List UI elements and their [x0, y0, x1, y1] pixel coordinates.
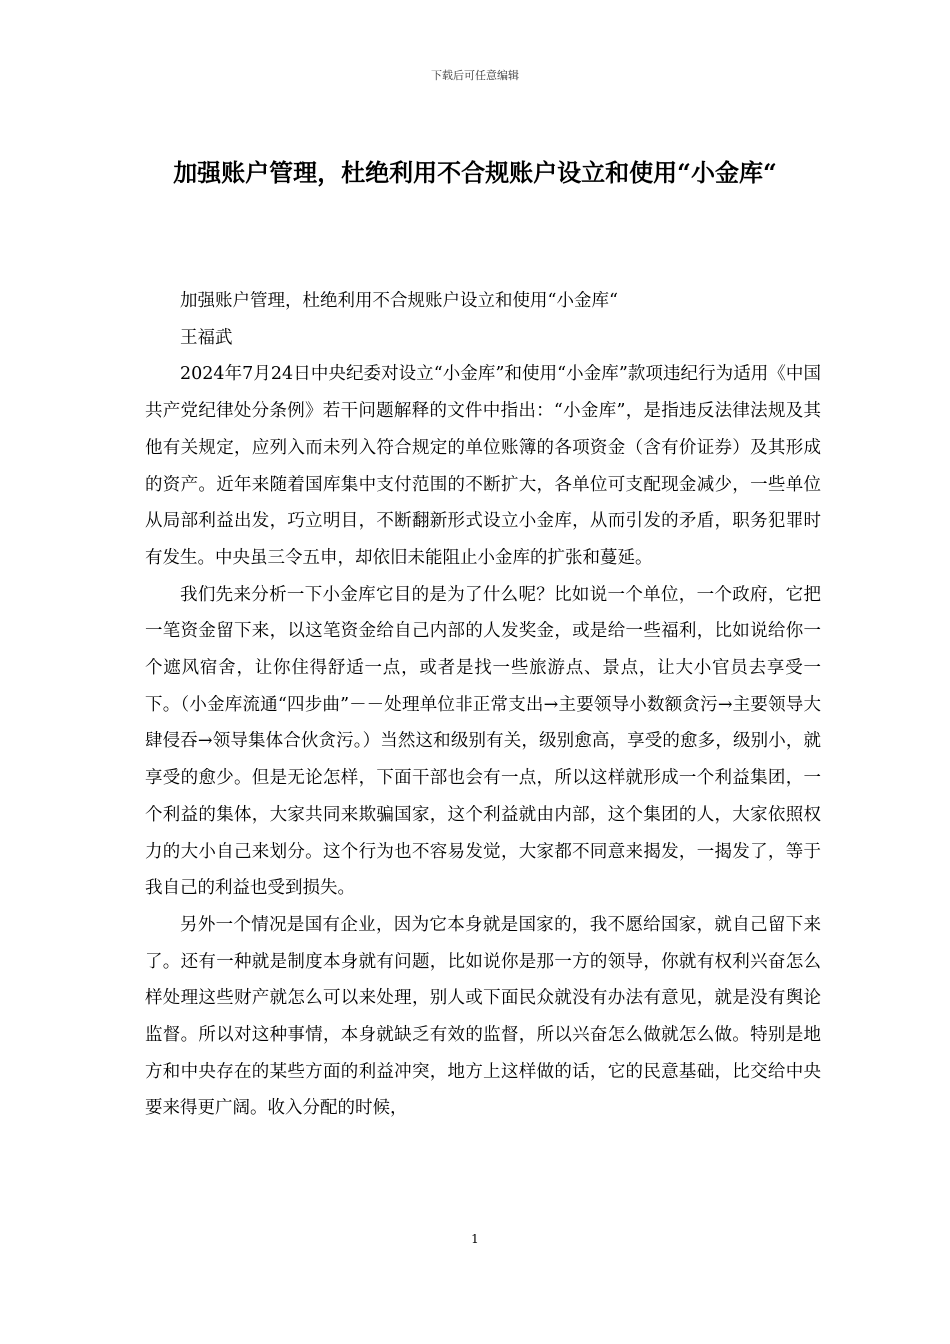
- document-body: [145, 283, 821, 1127]
- page-number: 1: [471, 1232, 479, 1246]
- paragraph: 我们先来分析一下小金库它目的是为了什么呢？比如说一个单位，一个政府，它把一笔资金留下来，以这笔资金给自己内部的人发奖金，或是给一些福利，比如说给你一个遮风宿舍，让你住得舒适一点，或者是找一些旅游点、景点，让大小官员去享受一下。（小金库流通“四步曲”－－处理单位非正常支出→主要领导小数额贪污→主要领导大肆侵吞→领导集体合伙贪污。）当然这和级别有关，级别愈高，享受的愈多，级别小，就享受的愈少。但是无论怎样，下面干部也会有一点，所以这样就形成一个利益集团，一个利益的集体，大家共同来欺骗国家，这个利益就由内部，这个集团的人，大家依照权力的大小自己来划分。这个行为也不容易发觉，大家都不同意来揭发，一揭发了，等于我自己的利益也受到损失。: [145, 584, 821, 899]
- document-title: 加强账户管理，杜绝利用不合规账户设立和使用“小金库“: [173, 158, 777, 187]
- paragraph: 2024年7月24日中央纪委对设立“小金库”和使用“小金库”款项违纪行为适用《中国共产党纪律处分条例》若干问题解释的文件中指出：“小金库”，是指违反法律法规及其他有关规定，应列入而未列入符合规定的单位账簿的各项资金（含有价证券）及其形成的资产。近年来随着国库集中支付范围的不断扩大，各单位可支配现金减少，一些单位从局部利益出发，巧立明目，不断翻新形式设立小金库，从而引发的矛盾，职务犯罪时有发生。中央虽三令五申，却依旧未能阻止小金库的扩张和蔓延。: [145, 364, 821, 568]
- paragraph-subtitle: 加强账户管理，杜绝利用不合规账户设立和使用“小金库“: [180, 291, 618, 311]
- paragraph: 另外一个情况是国有企业，因为它本身就是国家的，我不愿给国家，就自己留下来了。还有一种就是制度本身就有问题，比如说你是那一方的领导，你就有权利兴奋怎么样处理这些财产就怎么可以来处理，别人或下面民众就没有办法有意见，就是没有舆论监督。所以对这种事情，本身就缺乏有效的监督，所以兴奋怎么做就怎么做。特别是地方和中央存在的某些方面的利益冲突，地方上这样做的话，它的民意基础，比交给中央要来得更广阔。收入分配的时候，: [145, 914, 821, 1119]
- paragraph-author: 王福武: [180, 327, 233, 348]
- header-note: 下载后可任意编辑: [431, 69, 519, 82]
